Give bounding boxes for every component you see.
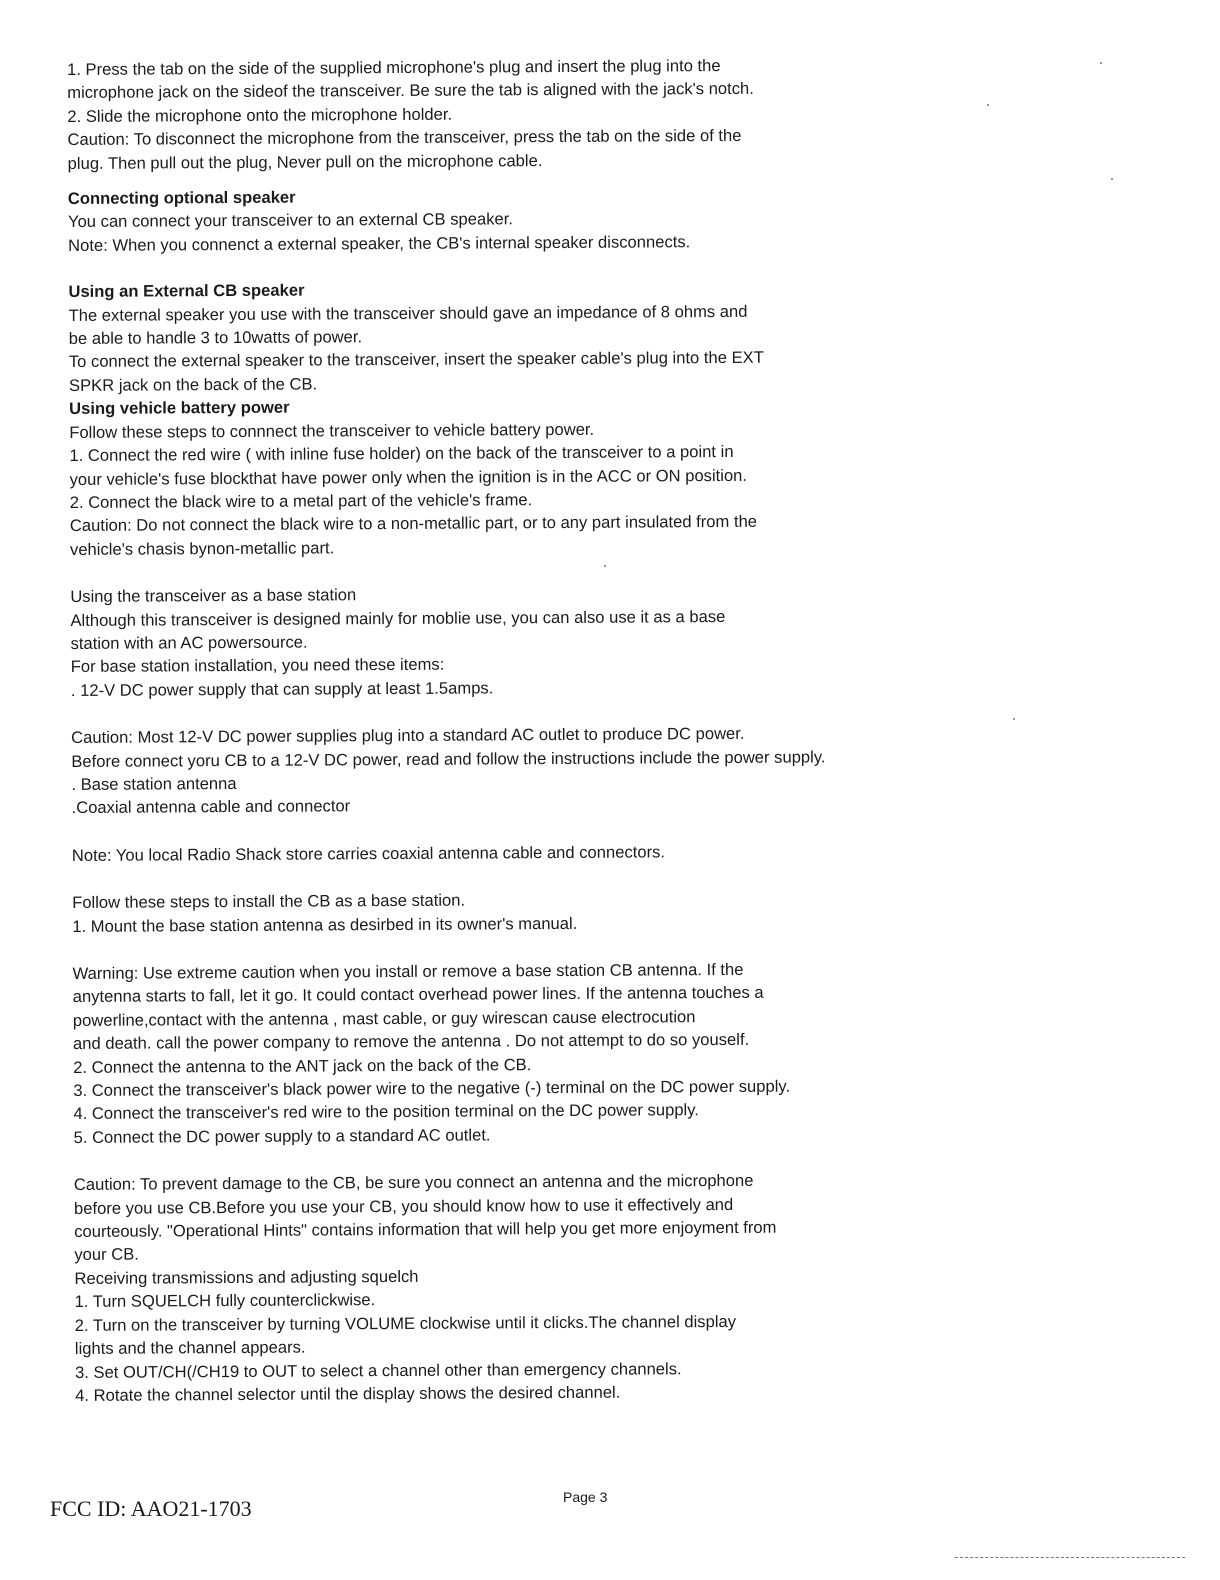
warning-line: powerline,contact with the antenna , mast cable, or guy wirescan cause electrocution: [72, 1006, 696, 1030]
body-line: Follow these steps to connnect the transceiver to vehicle battery power.: [69, 419, 595, 442]
step-line: 1. Connect the red wire ( with inline fuse holder) on the back of the transceiver to a point in: [69, 442, 734, 466]
step-line: 1. Mount the base station antenna as desirbed in its owner's manual.: [72, 913, 578, 936]
step-line: 2. Connect the black wire to a metal part of the vehicle's frame.: [69, 490, 533, 512]
manual-body: [67, 52, 985, 1407]
list-item: . Base station antenna: [71, 773, 237, 794]
scan-speck: [1111, 178, 1113, 180]
list-item: . 12-V DC power supply that can supply at least 1.5amps.: [70, 678, 494, 700]
section-heading-receiving-transmissions: Receiving transmissions and adjusting squelch: [74, 1266, 419, 1288]
fcc-id: FCC ID: AAO21-1703: [50, 1496, 252, 1521]
caution-line: Caution: To prevent damage to the CB, be sure you connect an antenna and the microphone: [73, 1171, 754, 1195]
body-line: Although this transceiver is designed mainly for moblie use, you can also use it as a base: [70, 606, 726, 630]
caution-line: courteously. "Operational Hints" contains information that will help you get more enjoyment from: [74, 1217, 777, 1242]
section-heading-vehicle-battery-power: Using vehicle battery power: [69, 397, 290, 419]
body-line: be able to handle 3 to 10watts of power.: [68, 327, 363, 349]
body-line: Follow these steps to install the CB as a base station.: [72, 890, 466, 913]
body-line: The external speaker you use with the transceiver should gave an impedance of 8 ohms and: [68, 301, 748, 325]
body-line: your vehicle's fuse blockthat have power only when the ignition is in the ACC or ON position.: [69, 465, 748, 489]
caution-line: your CB.: [74, 1245, 139, 1265]
caution-line: before you use CB.Before you use your CB, you should know how to use it effectively and: [73, 1194, 734, 1218]
body-line: To connect the external speaker to the transceiver, insert the speaker cable's plug into the EXT: [68, 348, 764, 372]
caution-line: Caution: Do not connect the black wire to a non-metallic part, or to any part insulated from the: [69, 512, 758, 536]
step-line: 4. Rotate the channel selector until the display shows the desired channel.: [75, 1382, 621, 1405]
step-line: 3. Set OUT/CH(/CH19 to OUT to select a channel other than emergency channels.: [74, 1358, 682, 1382]
step-line: 2. Slide the microphone onto the microphone holder.: [67, 104, 453, 126]
caution-line: plug. Then pull out the plug, Never pull on the microphone cable.: [67, 150, 543, 173]
body-line: SPKR jack on the back of the CB.: [68, 374, 318, 395]
warning-line: anytenna starts to fall, let it go. It could contact overhead power lines. If the antenna touches a: [72, 983, 764, 1007]
warning-line: and death. call the power company to remove the antenna . Do not attempt to do so youself.: [72, 1030, 750, 1054]
body-line: You can connect your transceiver to an external CB speaker.: [67, 209, 513, 232]
note-line: Note: When you connenct a external speaker, the CB's internal speaker disconnects.: [68, 232, 691, 255]
body-line: For base station installation, you need these items:: [70, 655, 445, 677]
step-line: 3. Connect the transceiver's black power wire to the negative (-) terminal on the DC power supply.: [73, 1076, 791, 1101]
section-heading-external-cb-speaker: Using an External CB speaker: [68, 280, 305, 302]
caution-line: Before connect yoru CB to a 12-V DC power, read and follow the instructions include the power supply.: [71, 746, 826, 771]
step-line: 5. Connect the DC power supply to a standard AC outlet.: [73, 1125, 491, 1147]
step-line: 1. Press the tab on the side of the supplied microphone's plug and insert the plug into the: [67, 56, 721, 79]
body-line: microphone jack on the sideof the transceiver. Be sure the tab is aligned with the jack's notch.: [67, 79, 754, 103]
page-number: Page 3: [563, 1489, 608, 1505]
scan-speck: [604, 565, 606, 567]
scan-speck: [987, 104, 989, 106]
step-line: 2. Connect the antenna to the ANT jack on the back of the CB.: [73, 1054, 532, 1077]
list-item: .Coaxial antenna cable and connector: [71, 796, 351, 818]
section-heading-base-station: Using the transceiver as a base station: [70, 585, 357, 607]
body-line: station with an AC powersource.: [70, 632, 308, 653]
scan-speck: [1100, 62, 1102, 64]
caution-line: Caution: Most 12-V DC power supplies plug into a standard AC outlet to produce DC power.: [71, 724, 745, 748]
body-line: lights and the channel appears.: [74, 1337, 306, 1359]
section-heading-connecting-optional-speaker: Connecting optional speaker: [67, 187, 296, 209]
warning-line: Warning: Use extreme caution when you install or remove a base station CB antenna. If the: [72, 959, 744, 983]
step-line: 1. Turn SQUELCH fully counterclickwise.: [74, 1290, 376, 1312]
scan-speck: [1013, 718, 1015, 720]
step-line: 2. Turn on the transceiver by turning VOLUME clockwise until it clicks.The channel display: [74, 1311, 737, 1335]
step-line: 4. Connect the transceiver's red wire to the position terminal on the DC power supply.: [73, 1100, 699, 1124]
caution-line: vehicle's chasis bynon-metallic part.: [69, 538, 335, 559]
note-line: Note: You local Radio Shack store carries coaxial antenna cable and connectors.: [71, 842, 666, 865]
caution-line: Caution: To disconnect the microphone from the transceiver, press the tab on the side of the: [67, 126, 742, 150]
scan-edge-line: [955, 1557, 1185, 1558]
